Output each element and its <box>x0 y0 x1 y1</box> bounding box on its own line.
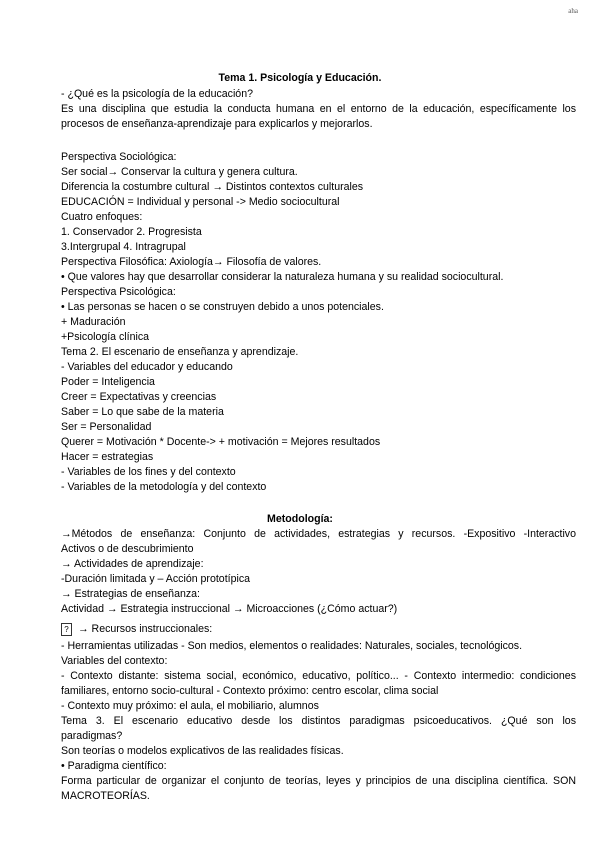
text-line: MACROTEORÍAS. <box>61 790 150 802</box>
paragraph-line: procesos de enseñanza-aprendizaje para explicarlos y mejorarlos. <box>61 118 373 130</box>
text-line: Cuatro enfoques: <box>61 211 143 223</box>
page-header-mark: aha <box>568 7 578 15</box>
text-line: • Paradigma científico: <box>61 760 167 772</box>
text-line: Variables del contexto: <box>61 655 168 667</box>
section-heading: Perspectiva Psicológica: <box>61 286 176 298</box>
text-line: Hacer = estrategias <box>61 451 154 463</box>
text-line: Poder = Inteligencia <box>61 376 155 388</box>
text-line: 1. Conservador 2. Progresista <box>61 226 202 238</box>
text-line: + Maduración <box>61 316 126 328</box>
recursos-label: → Recursos instruccionales: <box>78 623 213 635</box>
paragraph-line: Es una disciplina que estudia la conducta humana en el entorno de la educación, específicamente los <box>61 103 576 115</box>
text-line: → Actividades de aprendizaje: <box>61 558 204 570</box>
text-line: familiares, entorno socio-cultural - Contexto próximo: centro escolar, clima social <box>61 685 439 697</box>
text-line: EDUCACIÓN = Individual y personal -> Medio sociocultural <box>61 196 340 208</box>
text-line: - Variables de la metodología y del contexto <box>61 481 267 493</box>
text-line: • Que valores hay que desarrollar considerar la naturaleza humana y su realidad sociocultural. <box>61 271 504 283</box>
text-line: - Variables de los fines y del contexto <box>61 466 236 478</box>
text-line: Creer = Expectativas y creencias <box>61 391 217 403</box>
section-heading: Perspectiva Sociológica: <box>61 151 177 163</box>
text-line: Querer = Motivación * Docente-> + motivación = Mejores resultados <box>61 436 381 448</box>
missing-image-icon: ? <box>61 623 72 636</box>
text-line: - Variables del educador y educando <box>61 361 233 373</box>
text-line: -Duración limitada y – Acción prototípica <box>61 573 251 585</box>
text-line: Saber = Lo que sabe de la materia <box>61 406 224 418</box>
section-heading: Tema 3. El escenario educativo desde los distintos paradigmas psicoeducativos. ¿Qué son los <box>61 715 576 727</box>
document-title: Tema 1. Psicología y Educación. <box>218 72 382 84</box>
paragraph-line: →Métodos de enseñanza: Conjunto de actividades, estrategias y recursos. -Expositivo -Interactivo <box>61 528 576 540</box>
section-heading: Tema 2. El escenario de enseñanza y aprendizaje. <box>61 346 299 358</box>
question-line: - ¿Qué es la psicología de la educación? <box>61 88 253 100</box>
paragraph-line: Forma particular de organizar el conjunto de teorías, leyes y principios de una disciplina científica. SON <box>61 775 576 787</box>
text-line: - Contexto muy próximo: el aula, el mobiliario, alumnos <box>61 700 319 712</box>
text-line: → Estrategias de enseñanza: <box>61 588 200 600</box>
text-line: +Psicología clínica <box>61 331 150 343</box>
text-line: - Herramientas utilizadas - Son medios, elementos o realidades: Naturales, sociales, tecnológicos. <box>61 640 523 652</box>
text-line: • Las personas se hacen o se construyen debido a unos potenciales. <box>61 301 384 313</box>
text-line: Perspectiva Filosófica: Axiología→ Filosofía de valores. <box>61 256 322 268</box>
paragraph-line: - Contexto distante: sistema social, económico, educativo, político... - Contexto intermedio: condiciones <box>61 670 576 682</box>
text-line: Actividad → Estrategia instruccional → Microacciones (¿Cómo actuar?) <box>61 603 398 615</box>
text-line: Diferencia la costumbre cultural → Distintos contextos culturales <box>61 181 364 193</box>
text-line: Ser social→ Conservar la cultura y genera cultura. <box>61 166 298 178</box>
text-line: 3.Intergrupal 4. Intragrupal <box>61 241 186 253</box>
text-line: Activos o de descubrimiento <box>61 543 194 555</box>
text-line: Ser = Personalidad <box>61 421 152 433</box>
text-line: paradigmas? <box>61 730 123 742</box>
text-line: Son teorías o modelos explicativos de las realidades físicas. <box>61 745 344 757</box>
text-line <box>61 622 212 636</box>
metodologia-heading: Metodología: <box>267 513 333 525</box>
